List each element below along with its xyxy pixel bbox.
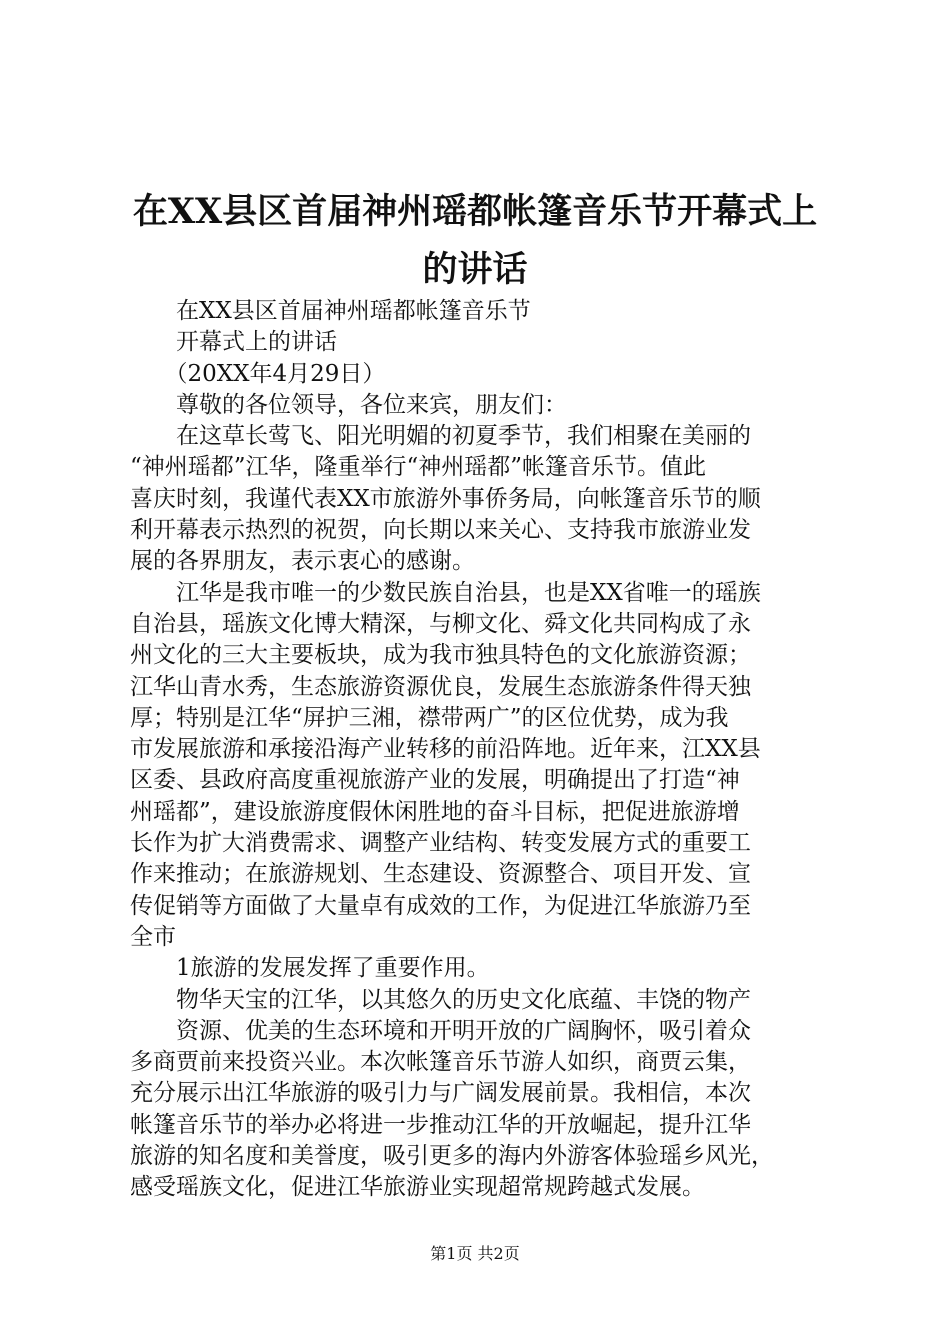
text-line: 江华是我市唯一的少数民族自治县，也是XX省唯一的瑶族 (130, 579, 761, 606)
text-line: 尊敬的各位领导，各位来宾，朋友们： (130, 391, 567, 418)
document-title-line-2: 的讲话 (422, 249, 528, 290)
text-line: 旅游的知名度和美誉度，吸引更多的海内外游客体验瑶乡风光， (130, 1143, 774, 1170)
text-line: 江华山青水秀，生态旅游资源优良，发展生态旅游条件得天独 (130, 673, 751, 700)
text-line: 州瑶都”，建设旅游度假休闲胜地的奋斗目标，把促进旅游增 (130, 798, 740, 825)
text-line: 多商贾前来投资兴业。本次帐篷音乐节游人如织，商贾云集， (130, 1049, 751, 1076)
document-body (130, 296, 830, 1204)
text-line: （20XX年4月29日） (130, 360, 386, 387)
text-line: 市发展旅游和承接沿海产业转移的前沿阵地。近年来，江XX县 (130, 736, 761, 763)
text-line: 物华天宝的江华，以其悠久的历史文化底蕴、丰饶的物产 (130, 986, 751, 1013)
text-line: 充分展示出江华旅游的吸引力与广阔发展前景。我相信，本次 (130, 1080, 751, 1107)
text-line: 州文化的三大主要板块，成为我市独具特色的文化旅游资源； (130, 642, 751, 669)
text-line: 自治县，瑶族文化博大精深，与柳文化、舜文化共同构成了永 (130, 610, 751, 637)
text-line: 利开幕表示热烈的祝贺，向长期以来关心、支持我市旅游业发 (130, 517, 751, 544)
text-line: 在这草长莺飞、阳光明媚的初夏季节，我们相聚在美丽的 (130, 423, 751, 450)
text-line: 感受瑶族文化，促进江华旅游业实现超常规跨越式发展。 (130, 1174, 705, 1201)
text-line: 开幕式上的讲话 (130, 329, 337, 356)
text-line: 长作为扩大消费需求、调整产业结构、转变发展方式的重要工 (130, 830, 751, 857)
page-footer: 第1页 共2页 (430, 1244, 520, 1263)
text-line: 传促销等方面做了大量卓有成效的工作，为促进江华旅游乃至 (130, 892, 751, 919)
text-line: “神州瑶都”江华，隆重举行“神州瑶都”帐篷音乐节。值此 (130, 454, 707, 481)
text-line: 帐篷音乐节的举办必将进一步推动江华的开放崛起，提升江华 (130, 1111, 751, 1138)
text-line: 区委、县政府高度重视旅游产业的发展，明确提出了打造“神 (130, 767, 740, 794)
text-line: 展的各界朋友，表示衷心的感谢。 (130, 548, 475, 575)
text-line: 喜庆时刻，我谨代表XX市旅游外事侨务局，向帐篷音乐节的顺 (130, 485, 761, 512)
text-line: 资源、优美的生态环境和开明开放的广阔胸怀，吸引着众 (130, 1017, 751, 1044)
document-title-line-1: 在XX县区首届神州瑶都帐篷音乐节开幕式上 (132, 191, 818, 232)
text-line: 全市 (130, 923, 176, 950)
text-line: 厚；特别是江华“屏护三湘，襟带两广”的区位优势，成为我 (130, 704, 729, 731)
text-line: 在XX县区首届神州瑶都帐篷音乐节 (130, 298, 531, 324)
text-line: 作来推动；在旅游规划、生态建设、资源整合、项目开发、宣 (130, 861, 751, 888)
text-line: 1旅游的发展发挥了重要作用。 (130, 955, 490, 982)
